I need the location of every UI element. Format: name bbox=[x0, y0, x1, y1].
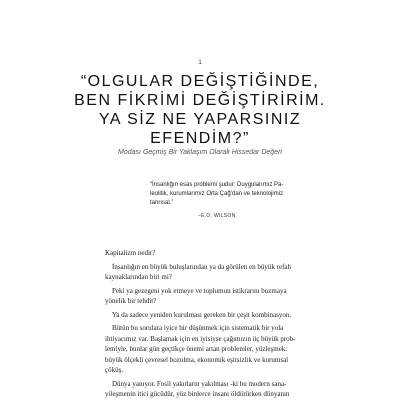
body-paragraph bbox=[105, 323, 305, 376]
body-line: yileşmenin itici gücüdür, yüz binlerce insanı öldürürken dünyanın bbox=[105, 390, 290, 398]
chapter-subtitle: Modası Geçmiş Bir Yaklaşım Olarak Hissedar Değeri bbox=[118, 149, 282, 156]
chapter-title-line: BEN FİKRİMİ DEĞİŞTİRİRİM. bbox=[74, 92, 326, 109]
body-line: lemiyle, bunlar gün geçtikçe önemi artan problemler, yüzleşmek: bbox=[105, 345, 288, 353]
epigraph-line: tanrısal.” bbox=[150, 200, 174, 206]
chapter-title-line: “OLGULAR DEĞİŞTİĞİNDE, bbox=[80, 73, 320, 90]
body-line: ihtiyacımız var. Başlamak için en iyisiyse çağımızın üç büyük prob- bbox=[105, 334, 296, 343]
body-paragraph bbox=[105, 248, 305, 259]
body-paragraph bbox=[105, 262, 305, 283]
body-paragraph bbox=[105, 379, 305, 400]
chapter-title-line: YA SİZ NE YAPARSINIZ bbox=[98, 111, 302, 128]
body-line: Bütün bu sorulara iyice bir düşünmek için sistematik bir yola bbox=[112, 324, 284, 332]
body-paragraph bbox=[105, 286, 305, 307]
body-line: Ya da sadece yeniden kurulması gereken bir çeşit kombinasyon. bbox=[112, 310, 292, 319]
body-line: kaynaklarından biri mi? bbox=[105, 273, 172, 281]
epigraph-line: “İnsanlığın esas problemi şudur: Duygularımız Pa- bbox=[150, 182, 284, 188]
epigraph-author: –E.O. WILSON bbox=[198, 213, 236, 219]
chapter-title-line: EFENDİM?” bbox=[150, 130, 250, 147]
body-paragraph bbox=[105, 310, 305, 321]
epigraph-line: leolitik, kurumlarımız Orta Çağ’dan ve teknolojimiz bbox=[150, 191, 284, 197]
body-line: çöküş. bbox=[105, 366, 124, 374]
body-line: Peki ya gezegeni yok etmeye ve toplumun istikrarını bozmaya bbox=[112, 286, 287, 295]
body-line: Dünya yanıyor. Fosil yakıtların yakılması -ki bu modern sana- bbox=[112, 379, 287, 388]
epigraph bbox=[150, 181, 310, 221]
chapter-number: 1 bbox=[198, 60, 202, 66]
body-line: yönelik bir tehdit? bbox=[105, 297, 157, 305]
body-line: büyük ölçekli çevresel bozulma, ekonomik eşitsizlik ve kurumsal bbox=[105, 355, 289, 364]
body-line: İnsanlığın en büyük buluşlarından ya da görülen en büyük refah bbox=[112, 262, 292, 271]
chapter-title bbox=[60, 72, 340, 148]
body-text bbox=[105, 248, 305, 403]
body-line: Kapitalizm nedir? bbox=[105, 249, 156, 257]
